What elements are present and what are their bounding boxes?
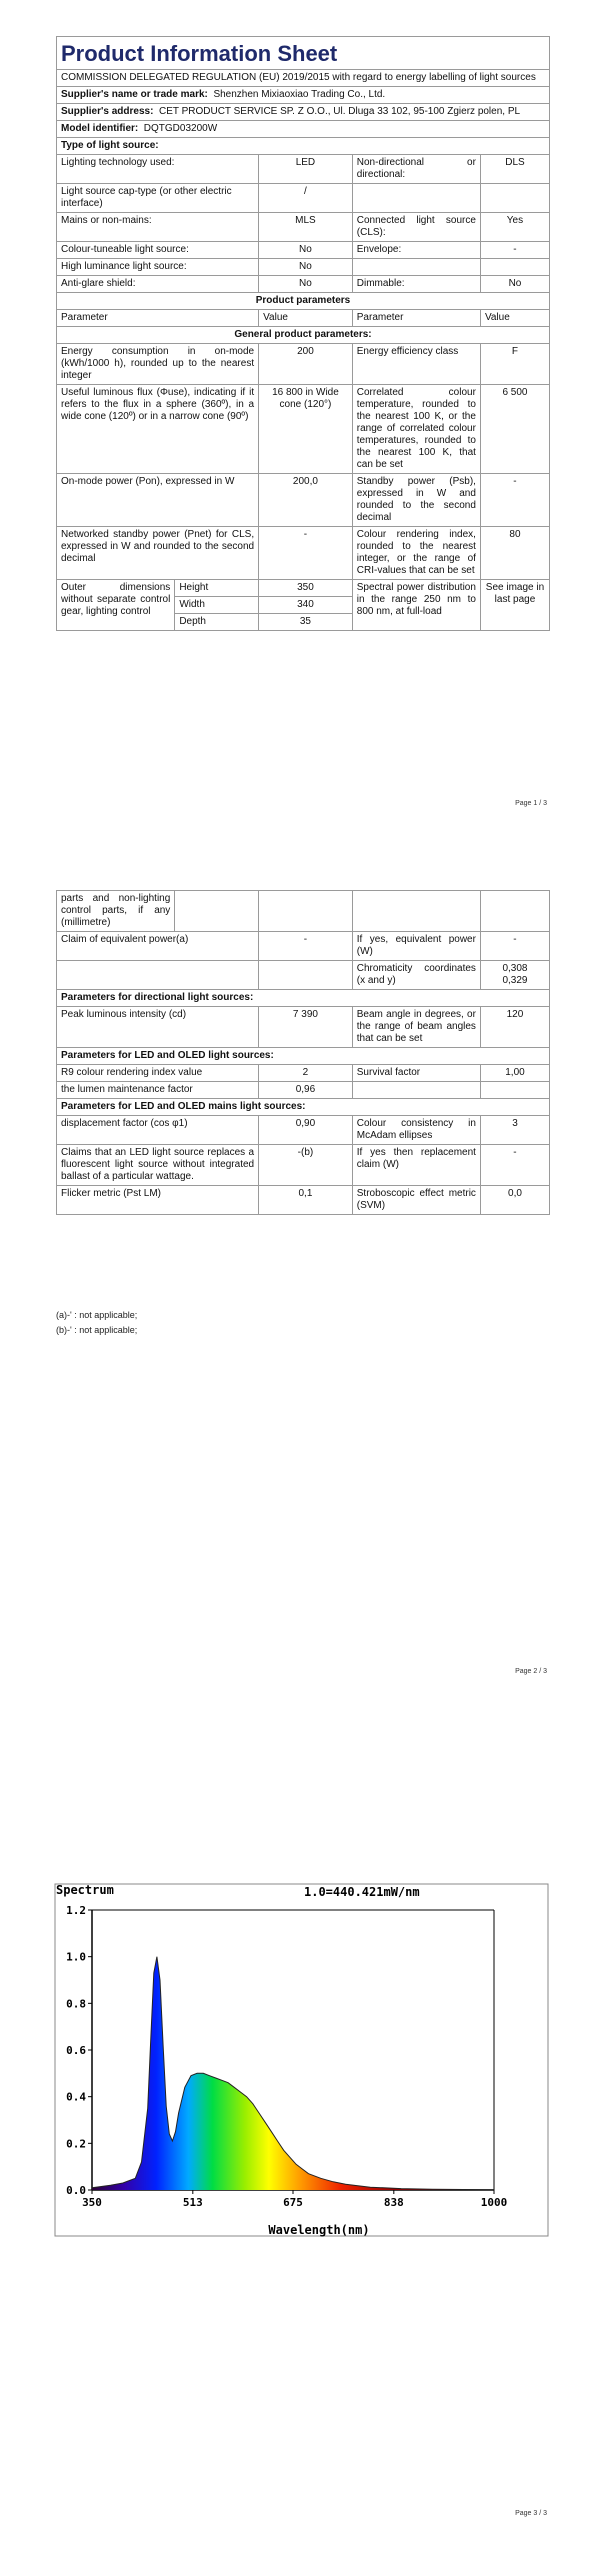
type-value: No	[259, 259, 353, 276]
parameter-value-2: 80	[480, 527, 549, 580]
spectral-distribution-label: Spectral power distribution in the range 250 nm to 800 nm, at full-load	[352, 580, 480, 631]
type-label: Colour-tuneable light source:	[57, 242, 259, 259]
column-header: Value	[259, 310, 353, 327]
y-tick-label: 1.0	[66, 1950, 86, 1964]
parameter-name-2: Standby power (Psb), expressed in W and rounded to the second decimal	[352, 474, 480, 527]
x-tick-label: 675	[283, 2196, 303, 2209]
parameter-value-2: 0,0	[480, 1186, 549, 1215]
parameter-row	[57, 1065, 550, 1082]
model-row	[57, 121, 550, 138]
dimension-name: Width	[175, 597, 259, 614]
parameter-name-2: Correlated colour temperature, rounded to the nearest 100 K, or the range of correlated colour temperatures, rounded to the nearest 100 K, that can be set	[352, 385, 480, 474]
parameter-value: 0,90	[259, 1116, 353, 1145]
type-label-2: Envelope:	[352, 242, 480, 259]
parameter-row	[57, 1116, 550, 1145]
led-heading: Parameters for LED and OLED light sources:	[57, 1048, 550, 1065]
parameter-name: the lumen maintenance factor	[57, 1082, 259, 1099]
supplier-address-row	[57, 104, 550, 121]
parameter-name-2	[352, 1082, 480, 1099]
parameter-value: -	[259, 527, 353, 580]
spectrum-chart	[54, 1880, 554, 2240]
x-tick-label: 513	[182, 2196, 203, 2209]
parameter-row	[57, 1186, 550, 1215]
parameter-name: Flicker metric (Pst LM)	[57, 1186, 259, 1215]
x-tick-label: 838	[383, 2196, 404, 2209]
page-3	[0, 1680, 603, 2560]
empty-cell	[480, 891, 549, 932]
mains-heading: Parameters for LED and OLED mains light sources:	[57, 1099, 550, 1116]
column-header: Parameter	[352, 310, 480, 327]
type-row	[57, 184, 550, 213]
type-value: LED	[259, 155, 353, 184]
type-value-2: -	[480, 242, 549, 259]
empty-cell	[175, 891, 259, 932]
type-value-2: No	[480, 276, 549, 293]
x-tick-label: 1000	[480, 2196, 508, 2209]
parameter-value-2: -	[480, 932, 549, 961]
parameter-name-2: If yes then replacement claim (W)	[352, 1145, 480, 1186]
dimension-row	[57, 580, 550, 597]
empty-cell	[259, 891, 353, 932]
type-label-2: Non-directional or directional:	[352, 155, 480, 184]
parameter-value-2: F	[480, 344, 549, 385]
parameter-row	[57, 932, 550, 961]
y-tick-label: 0.0	[66, 2184, 86, 2197]
parameter-value: 0,96	[259, 1082, 353, 1099]
dimension-name: Depth	[175, 614, 259, 631]
parameter-name-2: Survival factor	[352, 1065, 480, 1082]
spectral-distribution-value: See image in last page	[480, 580, 549, 631]
y-tick-label: 0.6	[66, 2044, 86, 2057]
directional-heading: Parameters for directional light sources:	[57, 990, 550, 1007]
page-1	[0, 0, 603, 835]
page-number: Page 1 / 3	[515, 800, 547, 807]
dimensions-label: Outer dimensions without separate control gear, lighting control	[57, 580, 175, 631]
parameter-name-2: Stroboscopic effect metric (SVM)	[352, 1186, 480, 1215]
parameter-name	[57, 961, 259, 990]
page-2	[0, 835, 603, 1680]
parameter-name-2: Beam angle in degrees, or the range of beam angles that can be set	[352, 1007, 480, 1048]
type-row	[57, 242, 550, 259]
supplier-name-row	[57, 87, 550, 104]
parameter-row	[57, 1145, 550, 1186]
model-label: Model identifier:	[61, 123, 139, 134]
x-tick-label: 350	[82, 2196, 102, 2209]
y-tick-label: 0.2	[66, 2137, 86, 2151]
type-value: /	[259, 184, 353, 213]
type-row	[57, 213, 550, 242]
regulation-text: COMMISSION DELEGATED REGULATION (EU) 2019/2015 with regard to energy labelling of light sources	[57, 70, 550, 87]
parameter-value: -(b)	[259, 1145, 353, 1186]
column-header-row	[57, 310, 550, 327]
parameter-value-2: 120	[480, 1007, 549, 1048]
column-header: Parameter	[57, 310, 259, 327]
type-label: Mains or non-mains:	[57, 213, 259, 242]
parameter-value-2: 6 500	[480, 385, 549, 474]
type-value: MLS	[259, 213, 353, 242]
type-heading: Type of light source:	[57, 138, 550, 155]
parameter-name-2: Colour consistency in McAdam ellipses	[352, 1116, 480, 1145]
footnote-b: (b)-' : not applicable;	[56, 1325, 138, 1335]
x-axis-label: Wavelength(nm)	[268, 2223, 370, 2237]
column-header: Value	[480, 310, 549, 327]
type-label-2: Connected light source (CLS):	[352, 213, 480, 242]
parameter-value: -	[259, 932, 353, 961]
parameter-name: Claims that an LED light source replaces a fluorescent light source without integrated ballast of a particular wattage.	[57, 1145, 259, 1186]
type-label: Light source cap-type (or other electric interface)	[57, 184, 259, 213]
y-tick-label: 0.8	[66, 1997, 86, 2011]
parameter-name: Energy consumption in on-mode (kWh/1000 h), rounded up to the nearest integer	[57, 344, 259, 385]
parameter-row	[57, 344, 550, 385]
type-value: No	[259, 242, 353, 259]
type-row	[57, 155, 550, 184]
dimension-value: 340	[259, 597, 353, 614]
dimension-row	[57, 891, 550, 932]
parameter-value: 2	[259, 1065, 353, 1082]
type-label-2	[352, 259, 480, 276]
parameter-name: displacement factor (cos φ1)	[57, 1116, 259, 1145]
parameter-row	[57, 474, 550, 527]
model-identifier: DQTGD03200W	[143, 123, 218, 134]
type-value: No	[259, 276, 353, 293]
dimensions-label-continued: parts and non-lighting control parts, if any (millimetre)	[57, 891, 175, 932]
page-number: Page 3 / 3	[515, 2510, 547, 2517]
page-title: Product Information Sheet	[57, 37, 550, 70]
parameter-name-2: If yes, equivalent power (W)	[352, 932, 480, 961]
parameter-row	[57, 1082, 550, 1099]
dimension-value: 350	[259, 580, 353, 597]
parameter-name: Useful luminous flux (Φuse), indicating if it refers to the flux in a sphere (360º), in a wide cone (120º) or in a narrow cone (90º)	[57, 385, 259, 474]
type-label-2	[352, 184, 480, 213]
parameter-name: R9 colour rendering index value	[57, 1065, 259, 1082]
chart-annotation: 1.0=440.421mW/nm	[304, 1885, 420, 1899]
product-parameters-heading: Product parameters	[57, 293, 550, 310]
y-tick-label: 0.4	[66, 2090, 86, 2104]
chart-title: Spectrum	[56, 1883, 114, 1897]
parameter-name: Claim of equivalent power(a)	[57, 932, 259, 961]
supplier-name-label: Supplier's name or trade mark:	[61, 89, 208, 100]
product-info-table-continued	[56, 890, 550, 1215]
dimension-value: 35	[259, 614, 353, 631]
type-row	[57, 276, 550, 293]
general-parameters-heading: General product parameters:	[57, 327, 550, 344]
parameter-name: Peak luminous intensity (cd)	[57, 1007, 259, 1048]
supplier-address: CET PRODUCT SERVICE SP. Z O.O., Ul. Dluga 33 102, 95-100 Zgierz polen, PL	[158, 106, 521, 117]
dimension-name: Height	[175, 580, 259, 597]
page-number: Page 2 / 3	[515, 1668, 547, 1675]
parameter-value-2	[480, 1082, 549, 1099]
product-info-table	[56, 36, 550, 631]
parameter-value-2: 3	[480, 1116, 549, 1145]
parameter-name-2: Colour rendering index, rounded to the nearest integer, or the range of CRI-values that can be set	[352, 527, 480, 580]
empty-cell	[352, 891, 480, 932]
type-label: Lighting technology used:	[57, 155, 259, 184]
parameter-value-2: 1,00	[480, 1065, 549, 1082]
parameter-value-2: 0,308 0,329	[480, 961, 549, 990]
parameter-value: 200	[259, 344, 353, 385]
parameter-name-2: Chromaticity coordinates (x and y)	[352, 961, 480, 990]
type-value-2: Yes	[480, 213, 549, 242]
supplier-name: Shenzhen Mixiaoxiao Trading Co., Ltd.	[213, 89, 386, 100]
type-value-2	[480, 259, 549, 276]
parameter-name-2: Energy efficiency class	[352, 344, 480, 385]
parameter-value: 7 390	[259, 1007, 353, 1048]
parameter-name: Networked standby power (Pnet) for CLS, expressed in W and rounded to the second decimal	[57, 527, 259, 580]
y-tick-label: 1.2	[66, 1904, 86, 1917]
type-label: High luminance light source:	[57, 259, 259, 276]
type-label: Anti-glare shield:	[57, 276, 259, 293]
type-label-2: Dimmable:	[352, 276, 480, 293]
parameter-value-2: -	[480, 474, 549, 527]
type-row	[57, 259, 550, 276]
parameter-value: 200,0	[259, 474, 353, 527]
parameter-row	[57, 527, 550, 580]
type-value-2: DLS	[480, 155, 549, 184]
parameter-value: 0,1	[259, 1186, 353, 1215]
parameter-value-2: -	[480, 1145, 549, 1186]
type-value-2	[480, 184, 549, 213]
parameter-row	[57, 961, 550, 990]
parameter-name: On-mode power (Pon), expressed in W	[57, 474, 259, 527]
parameter-value: 16 800 in Wide cone (120°)	[259, 385, 353, 474]
parameter-row	[57, 1007, 550, 1048]
footnote-a: (a)-' : not applicable;	[56, 1310, 138, 1320]
parameter-row	[57, 385, 550, 474]
supplier-address-label: Supplier's address:	[61, 106, 154, 117]
parameter-value	[259, 961, 353, 990]
